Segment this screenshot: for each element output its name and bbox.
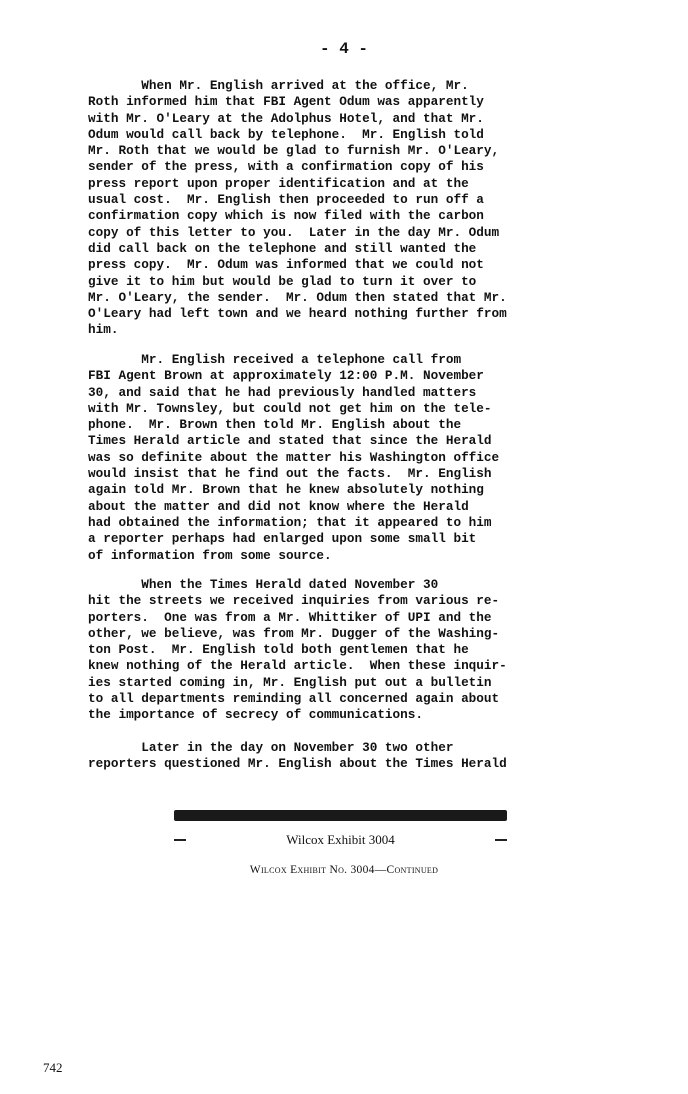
- text-line: hit the streets we received inquiries from various re-: [88, 593, 500, 609]
- text-line: about the matter and did not know where the Herald: [88, 498, 469, 514]
- text-line: O'Leary had left town and we heard nothing further from: [88, 306, 507, 322]
- text-line: FBI Agent Brown at approximately 12:00 P.M. November: [88, 368, 484, 384]
- text-line: Odum would call back by telephone. Mr. English told: [88, 126, 484, 142]
- text-line: press report upon proper identification and at the: [88, 175, 469, 191]
- text-line: other, we believe, was from Mr. Dugger of the Washing-: [88, 625, 500, 641]
- folio-number: 742: [43, 1060, 63, 1075]
- text-line: 30, and said that he had previously handled matters: [88, 384, 477, 400]
- text-line: usual cost. Mr. English then proceeded to run off a: [88, 192, 484, 208]
- text-line: porters. One was from a Mr. Whittiker of UPI and the: [88, 609, 492, 625]
- text-line: was so definite about the matter his Washington office: [88, 449, 500, 465]
- text-line: had obtained the information; that it appeared to him: [88, 514, 492, 530]
- text-line: give it to him but would be glad to turn it over to: [88, 273, 477, 289]
- text-line: When the Times Herald dated November 30: [88, 577, 439, 592]
- text-line: did call back on the telephone and still wanted the: [88, 240, 477, 256]
- text-line: again told Mr. Brown that he knew absolutely nothing: [88, 482, 484, 498]
- paragraph-1: [88, 78, 598, 339]
- text-line: sender of the press, with a confirmation copy of his: [88, 159, 484, 175]
- text-line: of information from some source.: [88, 547, 332, 563]
- text-line: When Mr. English arrived at the office, Mr.: [88, 78, 469, 93]
- text-line: phone. Mr. Brown then told Mr. English about the: [88, 417, 462, 433]
- text-line: reporters questioned Mr. English about the Times Herald: [88, 756, 507, 772]
- text-line: to all departments reminding all concerned again about: [88, 691, 500, 707]
- right-dash: [495, 839, 507, 841]
- text-line: with Mr. O'Leary at the Adolphus Hotel, and that Mr.: [88, 110, 484, 126]
- text-line: the importance of secrecy of communications.: [88, 707, 424, 723]
- text-line: him.: [88, 322, 119, 338]
- paragraph-3: [88, 577, 598, 724]
- text-line: would insist that he find out the facts. Mr. English: [88, 466, 492, 482]
- page-number: - 4 -: [319, 40, 368, 58]
- text-line: confirmation copy which is now filed with the carbon: [88, 208, 484, 224]
- text-line: Mr. English received a telephone call from: [88, 352, 462, 367]
- text-line: press copy. Mr. Odum was informed that we could not: [88, 257, 484, 273]
- text-line: Roth informed him that FBI Agent Odum was apparently: [88, 94, 484, 110]
- paragraph-4: [88, 740, 598, 773]
- paragraph-2: [88, 352, 598, 564]
- text-line: Later in the day on November 30 two other: [88, 740, 454, 755]
- exhibit-continued: Wilcox Exhibit No. 3004—Continued: [249, 864, 439, 876]
- text-line: Times Herald article and stated that since the Herald: [88, 433, 492, 449]
- exhibit-rule: [174, 810, 507, 821]
- text-line: a reporter perhaps had enlarged upon some small bit: [88, 531, 477, 547]
- exhibit-label: Wilcox Exhibit 3004: [286, 832, 395, 847]
- text-line: knew nothing of the Herald article. When these inquir-: [88, 658, 507, 674]
- text-line: ies started coming in, Mr. English put out a bulletin: [88, 674, 492, 690]
- exhibit-caption: [174, 832, 507, 848]
- text-line: Mr. Roth that we would be glad to furnish Mr. O'Leary,: [88, 143, 500, 159]
- left-dash: [174, 839, 186, 841]
- text-line: ton Post. Mr. English told both gentlemen that he: [88, 642, 469, 658]
- text-line: with Mr. Townsley, but could not get him on the tele-: [88, 400, 492, 416]
- text-line: Mr. O'Leary, the sender. Mr. Odum then stated that Mr.: [88, 289, 507, 305]
- text-line: copy of this letter to you. Later in the day Mr. Odum: [88, 224, 500, 240]
